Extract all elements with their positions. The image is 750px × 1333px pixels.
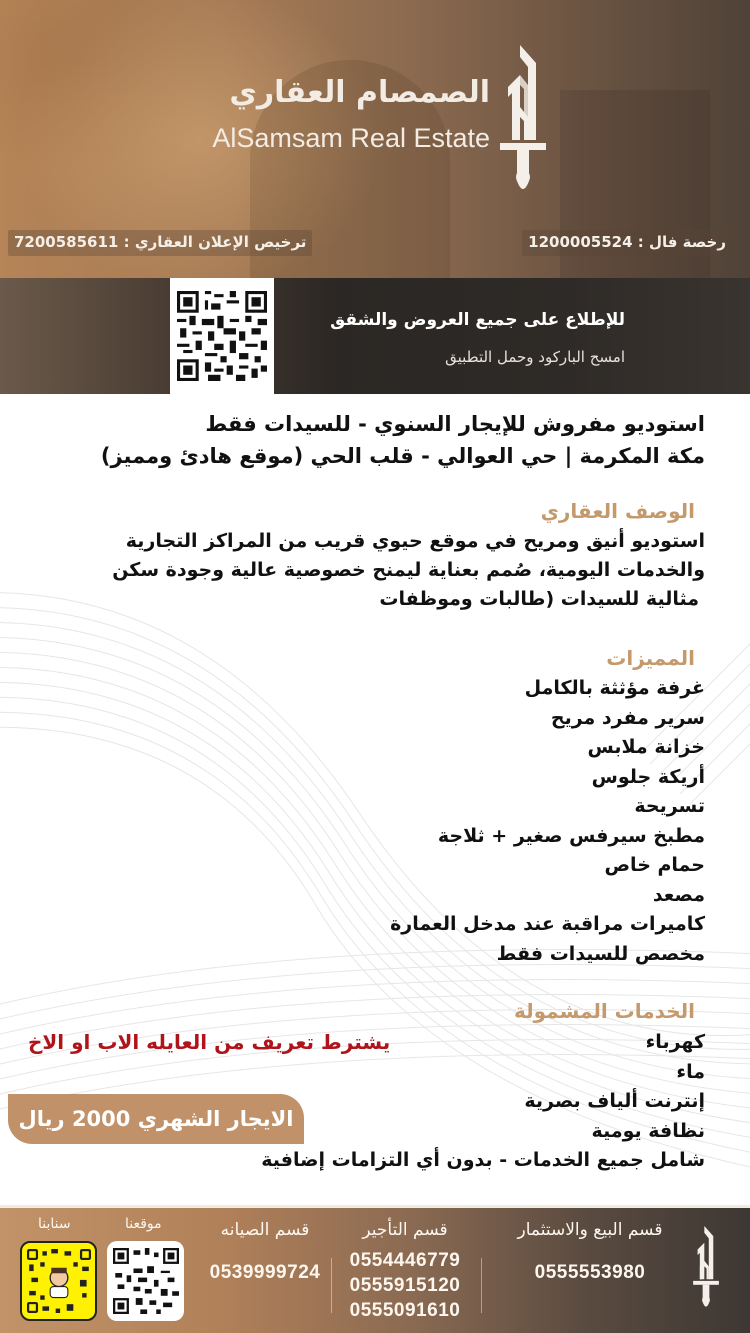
rent-phone[interactable]: 0554446779	[349, 1250, 461, 1271]
brand-name-arabic: الصمصام العقاري	[229, 75, 490, 110]
rent-dept-title: قسم التأجير	[362, 1220, 448, 1240]
feature-item: غرفة مؤثثة بالكامل	[524, 677, 705, 699]
divider	[481, 1258, 482, 1313]
listing-content	[0, 394, 750, 1204]
feature-item: مطبخ سيرفس صغير + ثلاجة	[437, 824, 705, 847]
feature-item: حمام خاص	[604, 854, 705, 876]
family-id-requirement-notice: يشترط تعريف من العايله الاب او الاخ	[28, 1030, 391, 1054]
monthly-rent-price-tag: الايجار الشهري 2000 ريال	[8, 1094, 304, 1144]
contact-footer	[0, 1205, 750, 1333]
qr-banner-title: للإطلاع على جميع العروض والشقق	[330, 310, 625, 330]
qr-code-icon	[177, 291, 267, 381]
feature-item: كاميرات مراقبة عند مدخل العمارة	[390, 913, 705, 935]
app-qr-code[interactable]	[170, 278, 274, 394]
service-item: إنترنت ألياف بصرية	[524, 1090, 705, 1112]
maintenance-dept-title: قسم الصيانه	[220, 1220, 310, 1240]
headline-line-1: استوديو مفروش للإيجار السنوي - للسيدات فقط	[205, 412, 705, 436]
qr-code-icon	[113, 1246, 179, 1316]
description-text	[85, 527, 705, 614]
sword-building-logo-icon	[498, 45, 548, 195]
description-line: والخدمات اليومية، صُمم بعناية ليمنح خصوصية عالية وجودة سكن	[112, 559, 705, 581]
feature-item: مصعد	[652, 883, 705, 906]
qr-banner-subtitle: امسح الباركود وحمل التطبيق	[445, 348, 625, 366]
sword-building-logo-icon	[692, 1218, 720, 1318]
brand-block	[195, 45, 565, 205]
features-list	[390, 674, 705, 969]
feature-item: سرير مفرد مريح	[550, 706, 705, 729]
website-label: موقعنا	[125, 1216, 162, 1232]
brand-name-english: AlSamsam Real Estate	[212, 123, 490, 153]
service-item: ماء	[676, 1060, 705, 1083]
feature-item: أريكة جلوس	[591, 765, 705, 788]
fal-license: رخصة فال : 1200005524	[522, 230, 732, 256]
app-qr-banner	[0, 278, 750, 394]
sales-phone[interactable]: 0555553980	[534, 1262, 646, 1283]
features-title: المميزات	[606, 646, 695, 670]
feature-item: تسريحة	[634, 795, 705, 817]
service-item: شامل جميع الخدمات - بدون أي التزامات إضافية	[261, 1149, 705, 1171]
ad-license: ترخيص الإعلان العقاري : 7200585611	[8, 230, 312, 256]
headline-line-2: مكة المكرمة | حي العوالي - قلب الحي (موقع هادئ ومميز)	[100, 444, 705, 468]
service-item: نظافة يومية	[591, 1119, 705, 1142]
sales-dept-title: قسم البيع والاستثمار	[517, 1220, 663, 1240]
header-banner	[0, 0, 750, 278]
rent-phone[interactable]: 0555915120	[349, 1275, 461, 1296]
maintenance-phone[interactable]: 0539999724	[209, 1262, 321, 1283]
snapchat-snapcode[interactable]	[20, 1241, 97, 1321]
snapcode-icon	[27, 1247, 91, 1315]
listing-headline	[101, 408, 705, 472]
description-title: الوصف العقاري	[540, 499, 695, 523]
rental-department	[345, 1220, 465, 1323]
feature-item: خزانة ملابس	[587, 736, 705, 758]
description-line: مثالية للسيدات (طالبات وموظفات	[379, 588, 699, 610]
services-title: الخدمات المشمولة	[514, 999, 695, 1023]
rent-phone[interactable]: 0555091610	[349, 1300, 461, 1321]
maintenance-department	[200, 1220, 330, 1285]
website-qr-code[interactable]	[107, 1241, 184, 1321]
sales-department	[485, 1220, 695, 1285]
description-line: استوديو أنيق ومريح في موقع حيوي قريب من المراكز التجارية	[125, 530, 705, 552]
service-item: كهرباء	[645, 1031, 705, 1053]
snapchat-label: سنابنا	[38, 1216, 71, 1232]
divider	[331, 1258, 332, 1313]
feature-item: مخصص للسيدات فقط	[496, 942, 705, 965]
